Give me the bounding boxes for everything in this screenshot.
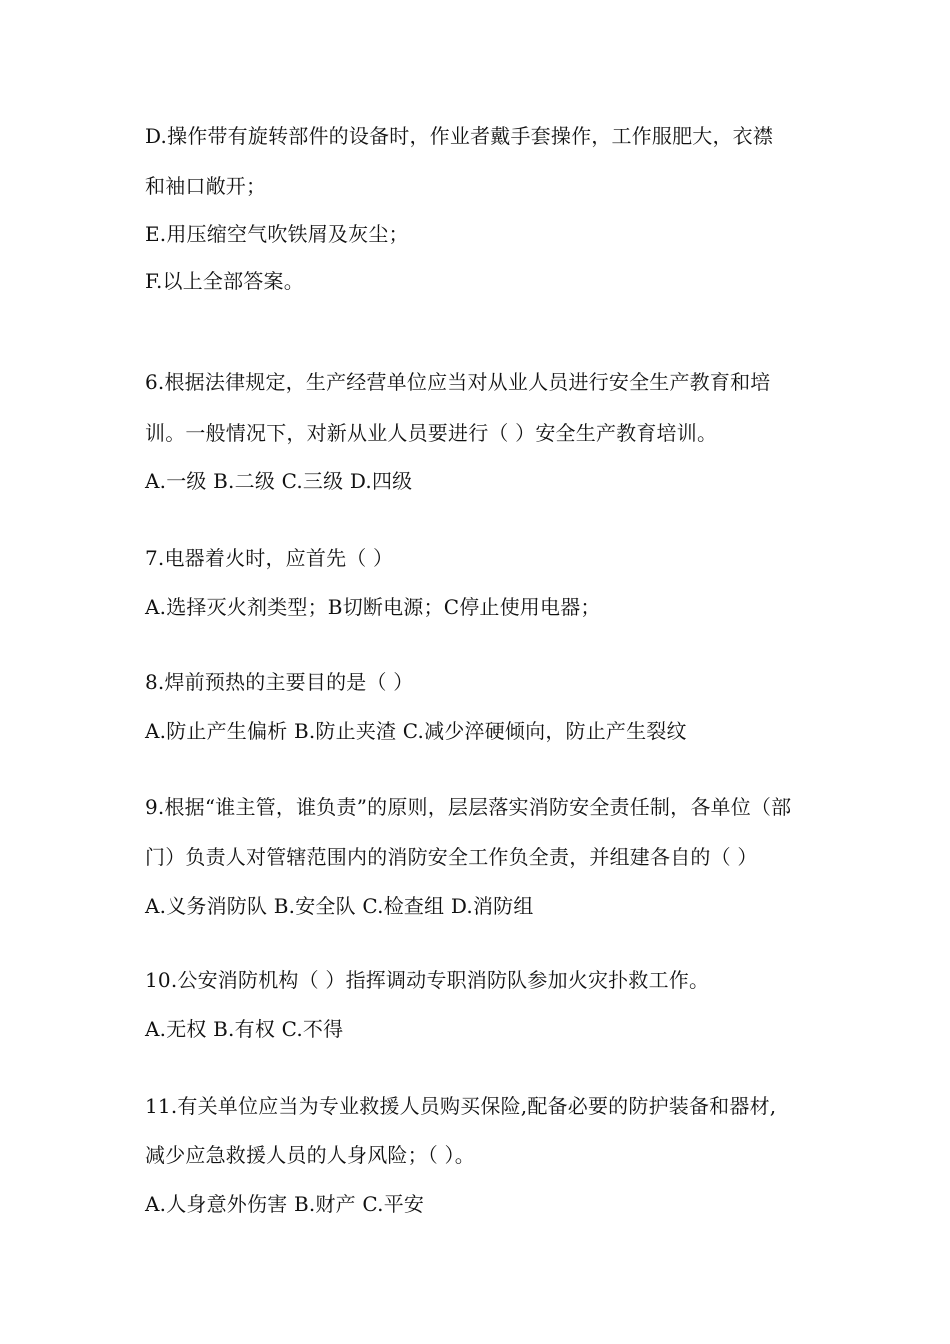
question-7-options: A.选择灭火剂类型；B切断电源；C停止使用电器； — [145, 595, 601, 619]
question-9-options: A.义务消防队 B.安全队 C.检查组 D.消防组 — [145, 894, 534, 918]
option-5d-line1: D.操作带有旋转部件的设备时，作业者戴手套操作，工作服肥大，衣襟 — [145, 124, 774, 148]
question-11-line2: 减少应急救援人员的人身风险；（ ）。 — [145, 1143, 475, 1167]
question-8: 8.焊前预热的主要目的是（ ） — [145, 670, 414, 694]
question-8-options: A.防止产生偏析 B.防止夹渣 C.减少淬硬倾向，防止产生裂纹 — [145, 719, 687, 743]
question-7: 7.电器着火时，应首先（ ） — [145, 546, 394, 570]
option-5e: E.用压缩空气吹铁屑及灰尘； — [145, 222, 409, 246]
question-10: 10.公安消防机构（ ）指挥调动专职消防队参加火灾扑救工作。 — [145, 968, 710, 992]
question-6-line2: 训。一般情况下，对新从业人员要进行（ ）安全生产教育培训。 — [145, 421, 718, 445]
question-10-options: A.无权 B.有权 C.不得 — [145, 1017, 344, 1041]
question-9-line1: 9.根据“谁主管，谁负责”的原则，层层落实消防安全责任制，各单位（部 — [145, 795, 792, 819]
question-11-line1: 11.有关单位应当为专业救援人员购买保险,配备必要的防护装备和器材, — [145, 1094, 777, 1118]
question-11-options: A.人身意外伤害 B.财产 C.平安 — [145, 1192, 425, 1216]
question-6-line1: 6.根据法律规定，生产经营单位应当对从业人员进行安全生产教育和培 — [145, 370, 771, 394]
question-6-options: A.一级 B.二级 C.三级 D.四级 — [145, 469, 413, 493]
option-5d-line2: 和袖口敞开； — [145, 174, 267, 198]
option-5f: F.以上全部答案。 — [145, 269, 304, 293]
question-9-line2: 门）负责人对管辖范围内的消防安全工作负全责，并组建各自的（ ） — [145, 845, 758, 869]
